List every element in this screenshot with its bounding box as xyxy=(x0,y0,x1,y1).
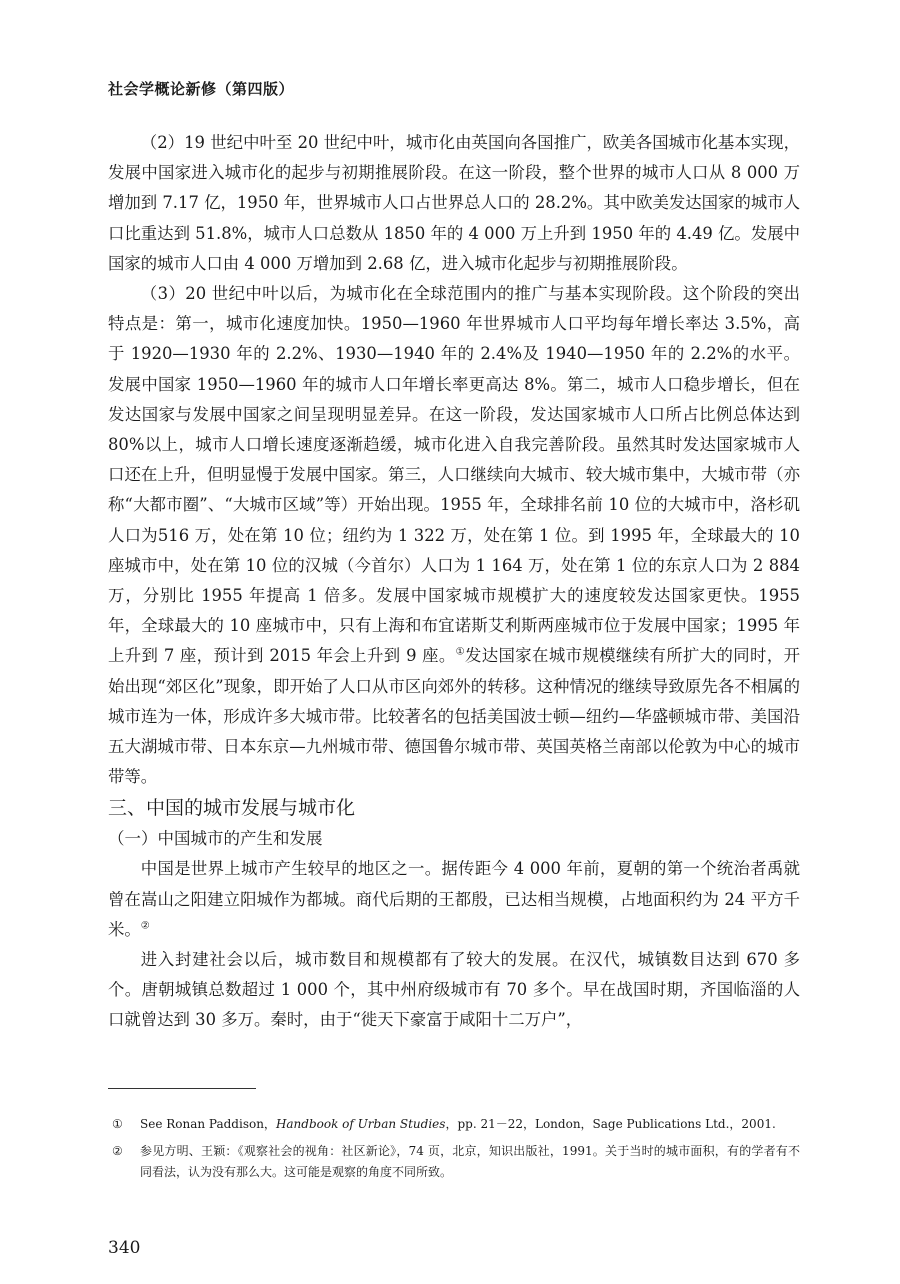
footnote-book-title: Handbook of Urban Studies xyxy=(275,1117,446,1131)
paragraph-text: （3）20 世纪中叶以后，为城市化在全球范围内的推广与基本实现阶段。这个阶段的突出特点是：第一，城市化速度加快。1950—1960 年世界城市人口平均每年增长率达 3.5%，高于 1920—1930 年的 2.2%、1930—1940 年的 2.4%及 1940—1950 年的 2.2%的水平。发展中国家 1950—1960 年的城市人口年增长率更高达 8%。第二，城市人口稳步增长，但在发达国家与发展中国家之间呈现明显差异。在这一阶段，发达国家城市人口所占比例总体达到 80%以上，城市人口增长速度逐渐趋缓，城市化进入自我完善阶段。虽然其时发达国家城市人口还在上升，但明显慢于发展中国家。第三，人口继续向大城市、较大城市集中，大城市带（亦称“大都市圈”、“大城市区域”等）开始出现。1955 年，全球排名前 10 位的大城市中，洛杉矶人口为516 万，处在第 10 位；纽约为 1 322 万，处在第 1 位。到 1995 年，全球最大的 10 座城市中，处在第 10 位的汉城（今首尔）人口为 1 164 万，处在第 1 位的东京人口为 2 884 万，分别比 1955 年提高 1 倍多。发展中国家城市规模扩大的速度较发达国家更快。1955 年，全球最大的 10 座城市中，只有上海和布宜诺斯艾利斯两座城市位于发展中国家；1995 年上升到 7 座，预计到 2015 年会上升到 9 座。 xyxy=(108,284,800,666)
section-heading: 三、中国的城市发展与城市化 xyxy=(108,797,356,820)
sub-heading: （一）中国城市的产生和发展 xyxy=(108,829,323,849)
paragraph-stage-2: （2）19 世纪中叶至 20 世纪中叶，城市化由英国向各国推广，欧美各国城市化基本实现，发展中国家进入城市化的起步与初期推展阶段。在这一阶段，整个世界的城市人口从 8 000 万增加到 7.17 亿，1950 年，世界城市人口占世界总人口的 28.2%。其中欧美发达国家的城市人口比重达到 51.8%，城市人口总数从 1850 年的 4 000 万上升到 1950 年的 4.49 亿。发展中国家的城市人口由 4 000 万增加到 2.68 亿，进入城市化起步与初期推展阶段。 xyxy=(108,133,801,273)
footnote-text-part: See Ronan Paddison， xyxy=(140,1117,276,1131)
footnote-rule xyxy=(108,1088,256,1089)
footnote-1 xyxy=(108,1114,800,1135)
page-number: 340 xyxy=(108,1238,141,1258)
paragraph-feudal-cities: 进入封建社会以后，城市数目和规模都有了较大的发展。在汉代，城镇数目达到 670 多个。唐朝城镇总数超过 1 000 个，其中州府级城市有 70 多个。早在战国时期，齐国临淄的人口就曾达到 30 多万。秦时，由于“徙天下豪富于咸阳十二万户”， xyxy=(108,950,800,1030)
running-header: 社会学概论新修（第四版） xyxy=(108,80,295,98)
footnote-text-part: ，pp. 21－22，London，Sage Publications Ltd.，2001. xyxy=(445,1117,776,1131)
footnote-ref-2[interactable]: ② xyxy=(140,920,150,932)
paragraph-text: 中国是世界上城市产生较早的地区之一。据传距今 4 000 年前，夏朝的第一个统治者禹就曾在嵩山之阳建立阳城作为都城。商代后期的王都殷，已达相当规模，占地面积约为 24 平方千米。 xyxy=(108,859,800,939)
body-text xyxy=(108,128,800,1036)
footnotes xyxy=(108,1114,800,1189)
footnote-ref-1[interactable]: ① xyxy=(455,646,465,658)
footnote-text: 参见方明、王颖：《观察社会的视角：社区新论》，74 页，北京，知识出版社，1991。关于当时的城市面积，有的学者有不同看法，认为没有那么大。这可能是观察的角度不同所致。 xyxy=(140,1144,800,1179)
paragraph-stage-3 xyxy=(108,279,800,792)
footnote-text xyxy=(140,1114,800,1135)
footnote-mark: ① xyxy=(112,1117,123,1131)
footnote-2 xyxy=(108,1141,800,1183)
paragraph-text: 发达国家在城市规模继续有所扩大的同时，开始出现“郊区化”现象，即开始了人口从市区向郊外的转移。这种情况的继续导致原先各不相属的城市连为一体，形成许多大城市带。比较著名的包括美国波士顿—纽约—华盛顿城市带、美国沿五大湖城市带、日本东京—九州城市带、德国鲁尔城市带、英国英格兰南部以伦敦为中心的城市带等。 xyxy=(108,646,800,787)
footnote-mark: ② xyxy=(112,1144,123,1158)
paragraph-china-origin xyxy=(108,854,800,945)
